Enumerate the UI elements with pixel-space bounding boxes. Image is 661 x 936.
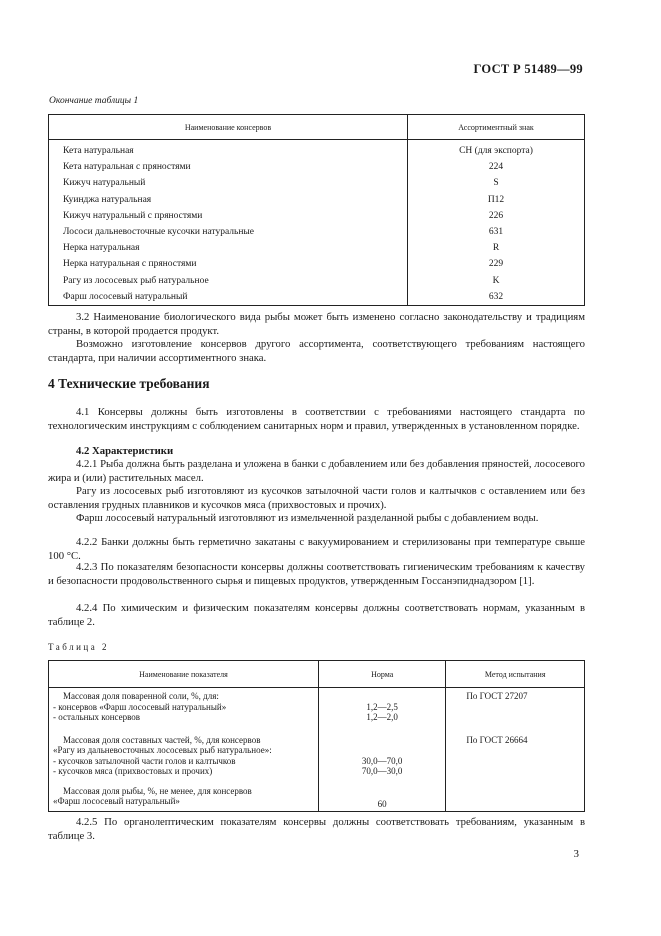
paragraph-4-2-2 <box>48 536 585 563</box>
paragraph-text: 4.2.3 По показателям безопасности консервы должны соответствовать гигиеническим требованиям к качеству и безопасности продовольственного сырья и пищевых продуктов, утвержденным Госсанэпиднадзором [1]. <box>48 561 585 587</box>
indicator-name: Массовая доля составных частей, %, для консервов <box>63 734 261 745</box>
assortment-mark: СН (для экспорта) <box>408 140 585 160</box>
table-row <box>49 777 585 797</box>
table2-col-method-header: Метод испытания <box>446 661 585 688</box>
paragraph-3-2 <box>48 311 585 338</box>
table-row <box>49 240 585 256</box>
table2-col-norm-header: Норма <box>318 661 445 688</box>
paragraph-4-2-4 <box>48 602 585 629</box>
norm-value: 60 <box>318 796 445 811</box>
test-method: По ГОСТ 27207 <box>446 688 585 702</box>
test-method: По ГОСТ 26664 <box>446 723 585 746</box>
indicator-name: Массовая доля поваренной соли, %, для: <box>63 691 219 701</box>
test-method <box>446 702 585 713</box>
paragraph-farsh <box>48 512 585 526</box>
assortment-mark: П12 <box>408 192 585 208</box>
table1-caption: Окончание таблицы 1 <box>49 96 139 106</box>
indicator-name: - консервов «Фарш лососевый натуральный» <box>53 701 227 712</box>
paragraph-3-2b <box>48 338 585 365</box>
test-method <box>446 796 585 811</box>
table-row <box>49 796 585 811</box>
indicator-name: - кусочков мяса (прихвостовых и прочих) <box>53 766 213 776</box>
assortment-mark: 632 <box>408 289 585 306</box>
product-name: Кижуч натуральный с пряностями <box>63 210 203 221</box>
indicator-name: - кусочков затылочной части голов и калтычков <box>53 755 236 766</box>
norm-value: 1,2—2,0 <box>318 712 445 723</box>
product-name: Кета натуральная <box>63 146 134 157</box>
norm-value: 70,0—30,0 <box>318 766 445 777</box>
table-row <box>49 224 585 240</box>
table-row <box>49 273 585 289</box>
paragraph-4-1 <box>48 406 585 433</box>
product-name: Кижуч натуральный <box>63 178 146 189</box>
indicator-name: «Рагу из дальневосточных лососевых рыб натуральное»: <box>53 745 272 755</box>
table-row <box>49 702 585 713</box>
indicator-name: «Фарш лососевый натуральный» <box>53 796 180 806</box>
assortment-mark: K <box>408 273 585 289</box>
paragraph-ragu <box>48 485 585 512</box>
table-row <box>49 766 585 777</box>
table1-col-mark-header: Ассортиментный знак <box>408 115 585 140</box>
test-method <box>446 712 585 723</box>
product-name: Кета натуральная с пряностями <box>63 162 191 173</box>
table2-caption: Таблица 2 <box>48 642 109 652</box>
paragraph-text: 4.2.5 По органолептическим показателям консервы должны соответствовать требованиям, указанным в таблице 3. <box>48 816 585 842</box>
norm-value: 1,2—2,5 <box>318 702 445 713</box>
paragraph-text: 4.2.1 Рыба должна быть разделана и уложена в банки с добавлением или без добавления пряностей, лососевого жира и (или) растительных масел. <box>48 458 585 484</box>
test-method <box>446 745 585 756</box>
product-name: Куинджа натуральная <box>63 194 152 205</box>
test-method <box>446 777 585 797</box>
chemical-indicators-table <box>48 660 585 812</box>
table1-col-name-header: Наименование консервов <box>49 115 408 140</box>
table-row <box>49 712 585 723</box>
assortment-table <box>48 114 585 306</box>
paragraph-text: 4.1 Консервы должны быть изготовлены в соответствии с требованиями настоящего стандарта по технологическим инструкциям с соблюдением санитарных норм и правил, утвержденных в установленном порядке. <box>48 406 585 432</box>
norm-value: 30,0—70,0 <box>318 756 445 767</box>
paragraph-4-2-3 <box>48 561 585 588</box>
assortment-mark: 224 <box>408 159 585 175</box>
section-4-title: 4 Технические требования <box>48 376 210 391</box>
paragraph-text: 3.2 Наименование биологического вида рыбы может быть изменено согласно законодательству и традициям страны, в которой продается продукт. <box>48 311 585 337</box>
norm-value <box>318 745 445 756</box>
paragraph-text: 4.2.2 Банки должны быть герметично закатаны с вакуумированием и стерилизованы при температуре свыше 100 °С. <box>48 536 585 562</box>
table-row <box>49 256 585 272</box>
paragraph-text: Возможно изготовление консервов другого ассортимента, соответствующего требованиям настоящего стандарта, при наличии ассортиментного знака. <box>48 338 585 364</box>
table-row <box>49 745 585 756</box>
table-row <box>49 159 585 175</box>
paragraph-4-2-5 <box>48 816 585 843</box>
table-row <box>49 756 585 767</box>
document-id-header: ГОСТ Р 51489—99 <box>473 62 583 76</box>
product-name: Фарш лососевый натуральный <box>63 291 188 302</box>
product-name: Нерка натуральная <box>63 243 140 254</box>
table2-col-name-header: Наименование показателя <box>49 661 319 688</box>
table-row <box>49 688 585 702</box>
table-row <box>49 175 585 191</box>
paragraph-text: 4.2.4 По химическим и физическим показателям консервы должны соответствовать нормам, указанным в таблице 2. <box>48 602 585 628</box>
assortment-mark: 226 <box>408 208 585 224</box>
assortment-mark: 631 <box>408 224 585 240</box>
table-row <box>49 289 585 306</box>
indicator-name: - остальных консервов <box>53 712 141 722</box>
table-row <box>49 208 585 224</box>
product-name: Нерка натуральная с пряностями <box>63 259 197 270</box>
indicator-name: Массовая доля рыбы, %, не менее, для консервов <box>63 785 252 796</box>
norm-value <box>318 777 445 797</box>
norm-value <box>318 688 445 702</box>
paragraph-text: Фарш лососевый натуральный изготовляют из измельченной разделанной рыбы с добавлением воды. <box>76 512 539 524</box>
test-method <box>446 756 585 767</box>
paragraph-text: Рагу из лососевых рыб изготовляют из кусочков затылочной части голов и калтычков с оставлением или без оставления грудных плавников и кусочков мяса (прихвостовых и прочих). <box>48 485 585 511</box>
page-number: 3 <box>573 848 579 860</box>
paragraph-heading: 4.2 Характеристики <box>76 445 174 457</box>
assortment-mark: 229 <box>408 256 585 272</box>
paragraph-4-2-1 <box>48 458 585 485</box>
paragraph-4-2 <box>48 445 585 459</box>
table-row <box>49 723 585 746</box>
assortment-mark: S <box>408 175 585 191</box>
product-name: Лососи дальневосточные кусочки натуральные <box>63 227 255 238</box>
table-row <box>49 140 585 160</box>
table-row <box>49 192 585 208</box>
test-method <box>446 766 585 777</box>
assortment-mark: R <box>408 240 585 256</box>
product-name: Рагу из лососевых рыб натуральное <box>63 275 209 286</box>
norm-value <box>318 723 445 746</box>
